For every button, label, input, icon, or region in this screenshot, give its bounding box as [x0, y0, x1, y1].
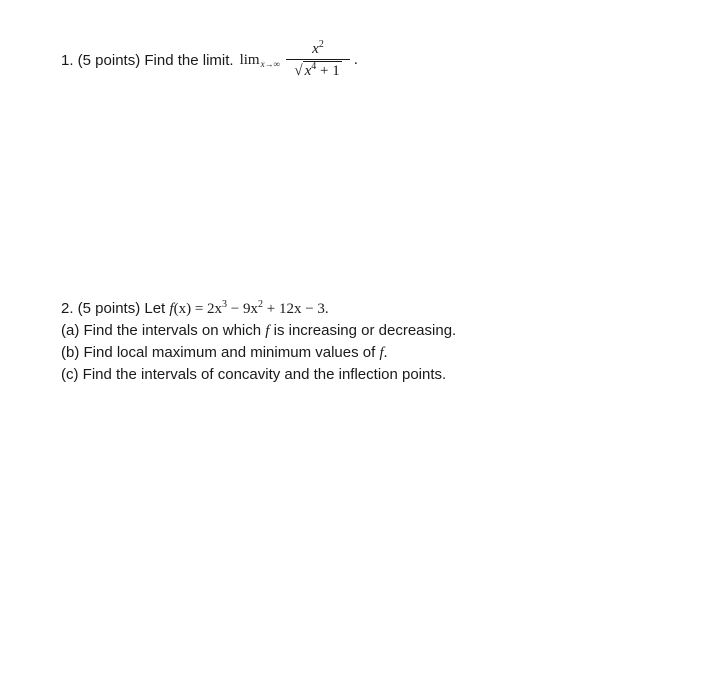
numerator-base: x [312, 41, 319, 57]
problem-1 [61, 40, 358, 80]
part-a [61, 320, 456, 342]
sqrt-symbol: √ [294, 63, 303, 79]
part-a-prefix: (a) Find the intervals on which [61, 322, 262, 339]
problem-1-prefix: 1. (5 points) Find the limit. [61, 51, 234, 69]
denominator-base: x [304, 63, 312, 79]
fraction-denominator [294, 60, 341, 80]
problem-2-statement [61, 298, 456, 320]
exponent-3: 3 [222, 299, 228, 310]
exponent-2: 2 [258, 299, 264, 310]
part-b-prefix: (b) Find local maximum and minimum values of [61, 344, 376, 361]
radicand [303, 61, 342, 80]
limit-operator [240, 52, 280, 69]
function-rest: + 12x − 3. [263, 301, 329, 317]
part-a-function: f [265, 323, 270, 339]
function-definition [169, 301, 328, 317]
part-b-suffix: . [383, 345, 388, 361]
function-eq: = 2x [191, 301, 223, 317]
part-b [61, 342, 456, 364]
lim-text: lim [239, 51, 260, 68]
part-a-suffix: is increasing or decreasing. [273, 322, 457, 339]
fraction-numerator [306, 40, 330, 59]
function-argument: (x) [173, 301, 192, 317]
problem-2-prefix: 2. (5 points) Let [61, 300, 166, 317]
function-term-2: − 9x [227, 301, 259, 317]
problem-1-period: . [354, 51, 358, 68]
limit-fraction [286, 40, 350, 80]
part-c: (c) Find the intervals of concavity and the inflection points. [61, 366, 447, 383]
lim-subscript: x→∞ [260, 58, 281, 69]
problem-2 [61, 298, 456, 386]
denominator-exponent: 4 [311, 61, 317, 72]
part-b-function: f [379, 345, 384, 361]
numerator-exponent: 2 [318, 39, 324, 50]
denominator-rest: + 1 [316, 63, 340, 79]
function-name: f [169, 301, 174, 317]
